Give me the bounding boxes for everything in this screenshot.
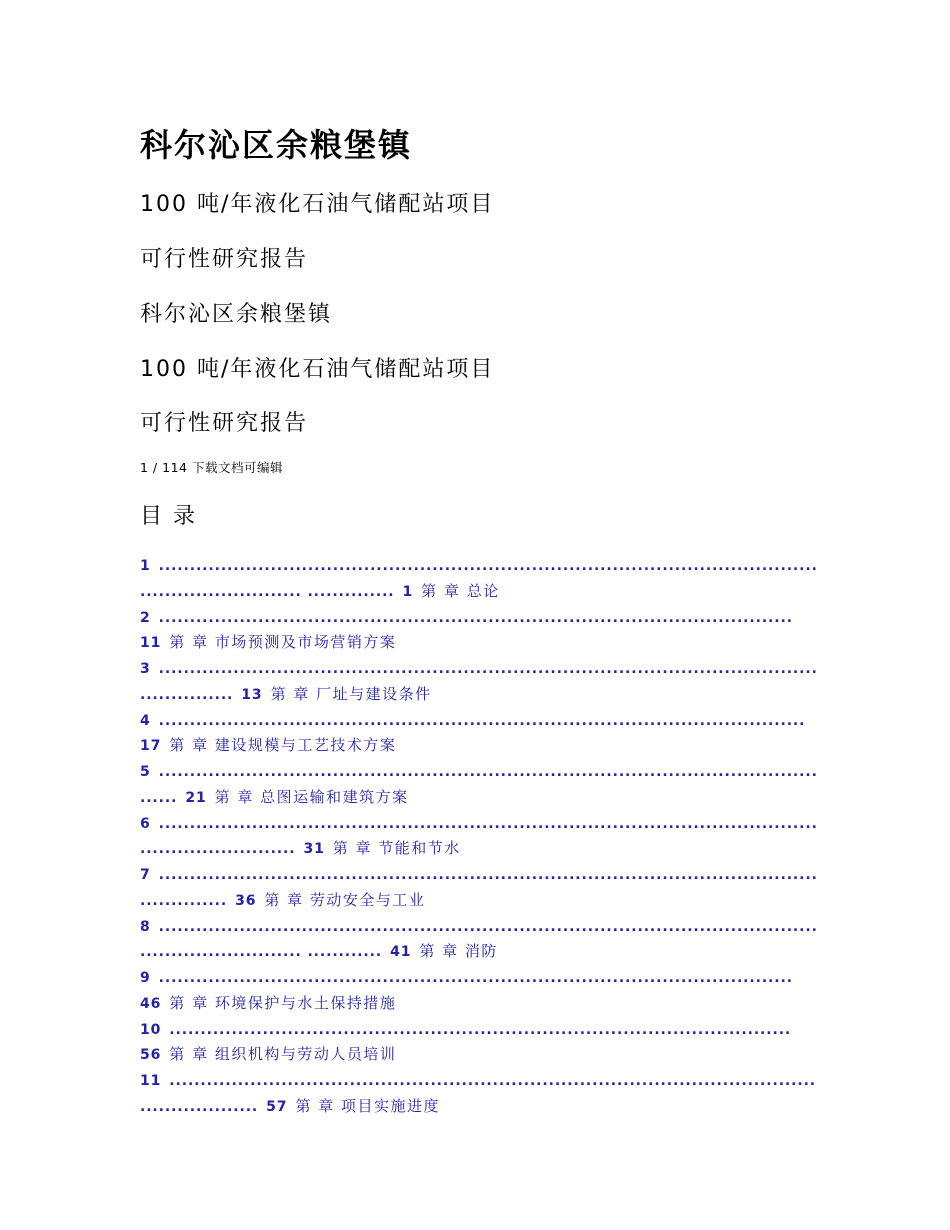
toc-entry-6[interactable] xyxy=(140,811,820,863)
toc-dot-leader: .......................................................................................................... xyxy=(158,558,818,574)
toc-entry-line[interactable] xyxy=(140,836,820,862)
toc-entry-line[interactable] xyxy=(140,553,820,579)
toc-entry-line[interactable] xyxy=(140,888,820,914)
table-of-contents xyxy=(140,553,820,1120)
toc-entry-8[interactable] xyxy=(140,914,820,966)
toc-entry-9[interactable] xyxy=(140,965,820,1017)
toc-dot-leader: .......................................................................................................... xyxy=(158,764,818,780)
toc-page-number: 1 xyxy=(402,583,414,600)
toc-dot-leader: .............. xyxy=(140,892,228,909)
toc-entry-number: 9 xyxy=(140,970,151,986)
toc-entry-number: 11 xyxy=(140,1073,162,1089)
toc-entry-5[interactable] xyxy=(140,759,820,811)
toc-chapter-title: 第 章 市场预测及市场营销方案 xyxy=(169,633,397,652)
toc-entry-line[interactable] xyxy=(140,1068,820,1094)
page-footer: 1 / 114 下载文档可编辑 xyxy=(140,460,283,475)
subtitle-location: 科尔沁区余粮堡镇 xyxy=(140,302,333,327)
toc-heading: 目 录 xyxy=(140,504,197,529)
toc-entry-line[interactable] xyxy=(140,914,820,940)
toc-page-number: 31 xyxy=(303,841,325,858)
toc-entry-line[interactable] xyxy=(140,811,820,837)
toc-dot-leader: ...... xyxy=(140,789,178,806)
toc-entry-number: 8 xyxy=(140,918,151,935)
toc-chapter-title: 第 章 节能和节水 xyxy=(332,839,461,858)
subtitle-project-name: 100 吨/年液化石油气储配站项目 xyxy=(140,192,495,217)
toc-chapter-title: 第 章 总论 xyxy=(421,581,500,600)
toc-page-number: 41 xyxy=(390,944,412,961)
toc-entry-number: 5 xyxy=(140,764,151,780)
toc-entry-10[interactable] xyxy=(140,1017,820,1069)
toc-entry-line[interactable] xyxy=(140,708,820,734)
subtitle-project-name-repeat: 100 吨/年液化石油气储配站项目 xyxy=(140,357,495,382)
toc-entry-4[interactable] xyxy=(140,708,820,760)
toc-chapter-title: 第 章 建设规模与工艺技术方案 xyxy=(169,736,397,755)
toc-dot-leader: .......................................................................................................... xyxy=(158,815,818,832)
toc-chapter-title: 第 章 环境保护与水土保持措施 xyxy=(169,993,397,1012)
toc-entry-line[interactable] xyxy=(140,759,820,785)
toc-entry-line[interactable] xyxy=(140,630,820,656)
toc-page-number: 46 xyxy=(140,995,162,1012)
toc-dot-leader: .......................................................................................................... xyxy=(158,918,818,935)
toc-entry-number: 3 xyxy=(140,661,151,677)
toc-dot-leader: ............... xyxy=(140,686,234,703)
toc-entry-line[interactable] xyxy=(140,965,820,991)
toc-dot-leader: ................... xyxy=(140,1098,259,1115)
toc-entry-line[interactable] xyxy=(140,1017,820,1043)
toc-dot-leader: ........................................................................................................ xyxy=(158,712,806,729)
toc-page-number: 56 xyxy=(140,1047,162,1064)
toc-page-number: 57 xyxy=(266,1098,288,1115)
toc-entry-line[interactable] xyxy=(140,939,820,965)
subtitle-report-type: 可行性研究报告 xyxy=(140,247,309,272)
toc-page-number: 11 xyxy=(140,635,162,652)
toc-chapter-title: 第 章 劳动安全与工业 xyxy=(264,890,426,909)
toc-entry-number: 2 xyxy=(140,609,151,626)
toc-page-number: 13 xyxy=(241,686,263,703)
toc-entry-7[interactable] xyxy=(140,862,820,914)
toc-dot-leader: ...................................................................................................... xyxy=(158,609,793,626)
toc-chapter-title: 第 章 消防 xyxy=(419,942,498,961)
toc-entry-number: 4 xyxy=(140,712,151,729)
document-title: 科尔沁区余粮堡镇 xyxy=(140,126,413,164)
toc-dot-leader: ...................................................................................................... xyxy=(158,970,793,986)
toc-dot-leader: ........................................................................................................ xyxy=(169,1073,817,1089)
toc-entry-line[interactable] xyxy=(140,1094,820,1120)
toc-dot-leader: ......................... xyxy=(140,841,296,858)
toc-entry-11[interactable] xyxy=(140,1068,820,1120)
toc-chapter-title: 第 章 总图运输和建筑方案 xyxy=(214,787,409,806)
toc-entry-line[interactable] xyxy=(140,785,820,811)
toc-chapter-title: 第 章 厂址与建设条件 xyxy=(270,684,432,703)
toc-entry-line[interactable] xyxy=(140,682,820,708)
toc-entry-2[interactable] xyxy=(140,605,820,657)
toc-entry-line[interactable] xyxy=(140,733,820,759)
toc-dot-leader: .......................................................................................................... xyxy=(158,867,818,883)
toc-chapter-title: 第 章 组织机构与劳动人员培训 xyxy=(169,1045,397,1064)
toc-entry-3[interactable] xyxy=(140,656,820,708)
toc-entry-line[interactable] xyxy=(140,862,820,888)
toc-entry-line[interactable] xyxy=(140,605,820,631)
toc-entry-line[interactable] xyxy=(140,1042,820,1068)
toc-entry-number: 7 xyxy=(140,867,151,883)
toc-entry-number: 1 xyxy=(140,558,151,574)
toc-entry-line[interactable] xyxy=(140,656,820,682)
toc-page-number: 21 xyxy=(185,789,207,806)
toc-entry-1[interactable] xyxy=(140,553,820,605)
toc-dot-leader: .......................... .............. xyxy=(140,583,395,600)
toc-page-number: 17 xyxy=(140,738,162,755)
toc-entry-line[interactable] xyxy=(140,991,820,1017)
toc-entry-number: 10 xyxy=(140,1021,162,1038)
toc-page-number: 36 xyxy=(235,892,257,909)
toc-dot-leader: .......................... ............ xyxy=(140,944,383,961)
toc-entry-line[interactable] xyxy=(140,579,820,605)
toc-dot-leader: .......................................................................................................... xyxy=(158,661,818,677)
toc-dot-leader: .................................................................................................... xyxy=(169,1021,792,1038)
toc-chapter-title: 第 章 项目实施进度 xyxy=(295,1096,440,1115)
toc-entry-number: 6 xyxy=(140,815,151,832)
subtitle-report-type-repeat: 可行性研究报告 xyxy=(140,411,309,436)
